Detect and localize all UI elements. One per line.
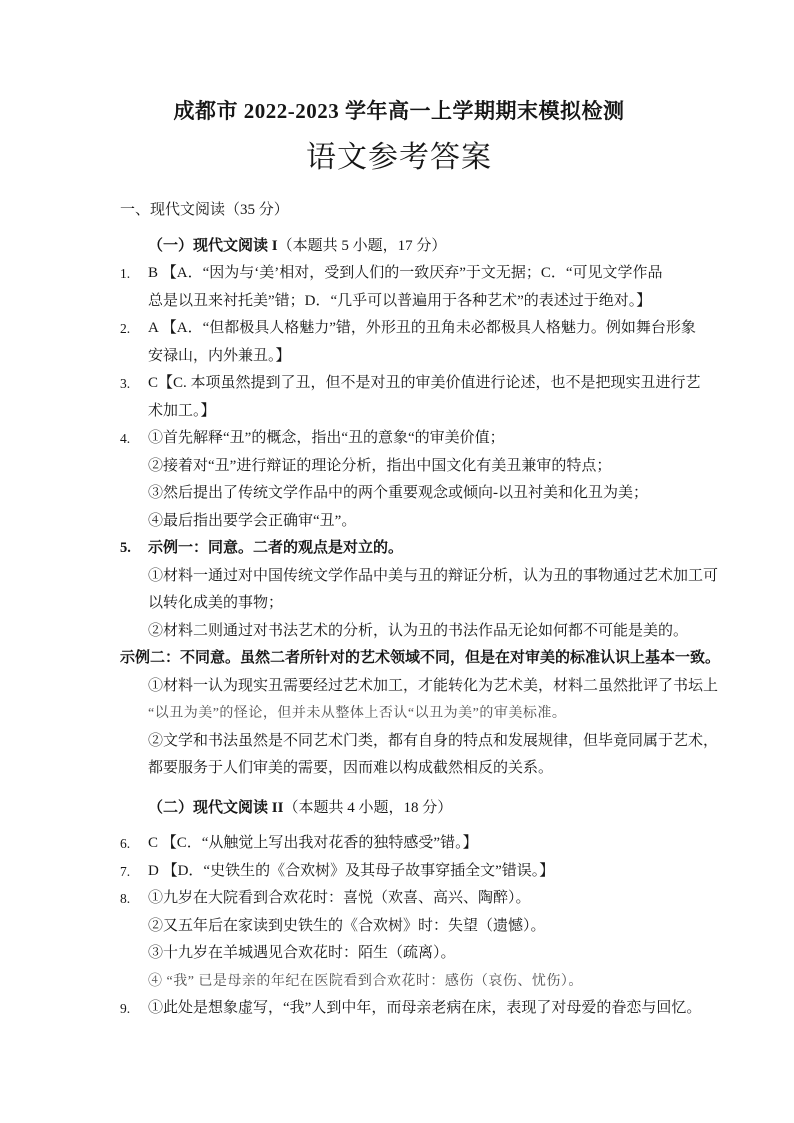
answer-number: 5.	[120, 540, 131, 556]
answer-line-example-1: 示例一：同意。二者的观点是对立的。	[148, 540, 404, 556]
answer-item-9	[120, 995, 702, 1023]
answer-line: ①材料一通过对中国传统文学作品中美与丑的辩证分析，认为丑的事物通过艺术加工可	[148, 567, 719, 584]
answer-body	[148, 315, 696, 370]
answer-line: A 【A．“但都极具人格魅力”错，外形丑的丑角未必都极具人格魅力。例如舞台形象	[148, 320, 696, 336]
answer-number: 9.	[120, 1001, 131, 1016]
part-2-heading-note: （本题共 4 小题，18 分）	[283, 799, 453, 816]
answer-line: ①九岁在大院看到合欢花时：喜悦（欢喜、高兴、陶醉）。	[148, 890, 531, 906]
document-title: 成都市 2022-2023 学年高一上学期期末模拟检测	[173, 99, 625, 123]
answer-number: 1.	[120, 266, 131, 281]
part-1-heading-title: （一）现代文阅读 I	[148, 237, 278, 254]
answer-line: 总是以丑来衬托美”错；D．“几乎可以普遍用于各种艺术”的表述过于绝对。】	[148, 292, 652, 309]
answer-line: “以丑为美”的怪论，但并未从整体上否认“以丑为美”的审美标准。	[148, 706, 567, 721]
answer-line: ①首先解释“丑”的概念，指出“丑的意象“的审美价值；	[148, 430, 505, 446]
answer-line: ③然后提出了传统文学作品中的两个重要观念或倾向-以丑衬美和化丑为美；	[148, 485, 648, 501]
answer-item-3	[120, 370, 701, 425]
answer-line: 术加工。】	[148, 402, 216, 419]
answer-body	[148, 535, 719, 645]
answer-line: 都要服务于人们审美的需要，因而难以构成截然相反的关系。	[148, 760, 554, 776]
answer-item-6	[120, 830, 678, 858]
answer-line: 以转化成美的事物；	[148, 595, 284, 611]
answer-line: C【C. 本项虽然提到了丑，但不是对丑的审美价值进行论述，也不是把现实丑进行艺	[148, 375, 701, 391]
answer-body	[148, 830, 678, 858]
answer-item-8	[120, 885, 678, 995]
answer-number: 3.	[120, 376, 131, 391]
document-subtitle: 语文参考答案	[306, 141, 492, 174]
answer-item-7	[120, 858, 678, 886]
answer-body	[148, 370, 701, 425]
answer-line-example-2: 示例二：不同意。虽然二者所针对的艺术领域不同，但是在对审美的标准认识上基本一致。	[120, 650, 721, 666]
answer-line: ④最后指出要学会正确审“丑”。	[148, 512, 357, 529]
answer-line: ②接着对“丑”进行辩证的理论分析，指出中国文化有美丑兼审的特点；	[148, 457, 612, 474]
answer-body	[148, 858, 678, 886]
answer-number: 2.	[120, 321, 131, 336]
answer-line: C 【C．“从触觉上写出我对花香的独特感受”错。】	[148, 835, 478, 851]
answer-line: ①材料一认为现实丑需要经过艺术加工，才能转化为艺术美，材料二虽然批评了书坛上	[148, 677, 719, 694]
example-2-detail	[120, 673, 719, 783]
part-1-heading-note: （本题共 5 小题，17 分）	[277, 237, 447, 254]
answer-item-4	[120, 425, 678, 535]
answer-number: 4.	[120, 431, 131, 446]
answer-line: ④ “我” 已是母亲的年纪在医院看到合欢花时：感伤（哀伤、忧伤）。	[148, 973, 583, 989]
answer-line: ②文学和书法虽然是不同艺术门类，都有自身的特点和发展规律，但毕竟同属于艺术，	[148, 732, 719, 749]
answer-number: 6.	[120, 836, 131, 851]
answer-line: ②材料二则通过对书法艺术的分析，认为丑的书法作品无论如何都不可能是美的。	[148, 622, 689, 639]
answer-item-2	[120, 315, 696, 370]
part-2-heading	[120, 795, 678, 823]
answer-line: B 【A．“因为与‘美’相对，受到人们的一致厌弃”于文无据；C．“可见文学作品	[148, 265, 663, 281]
answer-item-1	[120, 260, 678, 315]
answer-number: 7.	[120, 863, 131, 879]
answer-item-5	[120, 535, 719, 645]
answer-line: ③十九岁在羊城遇见合欢花时：陌生（疏离）。	[148, 945, 456, 961]
answer-body	[148, 995, 702, 1023]
answer-line: ①此处是想象虚写，“我”人到中年，而母亲老病在床，表现了对母爱的眷恋与回忆。	[148, 1000, 702, 1016]
part-2-heading-title: （二）现代文阅读 II	[148, 799, 284, 816]
answer-number: 8.	[120, 891, 131, 906]
answer-line: 安禄山，内外兼丑。】	[148, 347, 291, 364]
part-1-heading	[120, 233, 678, 261]
answer-line: D 【D．“史铁生的《合欢树》及其母子故事穿插全文”错误。】	[148, 862, 555, 879]
answer-body	[148, 425, 678, 535]
section-1-heading: 一、现代文阅读（35 分）	[120, 202, 289, 218]
answer-body	[148, 260, 678, 315]
answer-body	[148, 885, 678, 995]
answer-line: ②又五年后在家读到史铁生的《合欢树》时：失望（遗憾）。	[148, 917, 546, 934]
